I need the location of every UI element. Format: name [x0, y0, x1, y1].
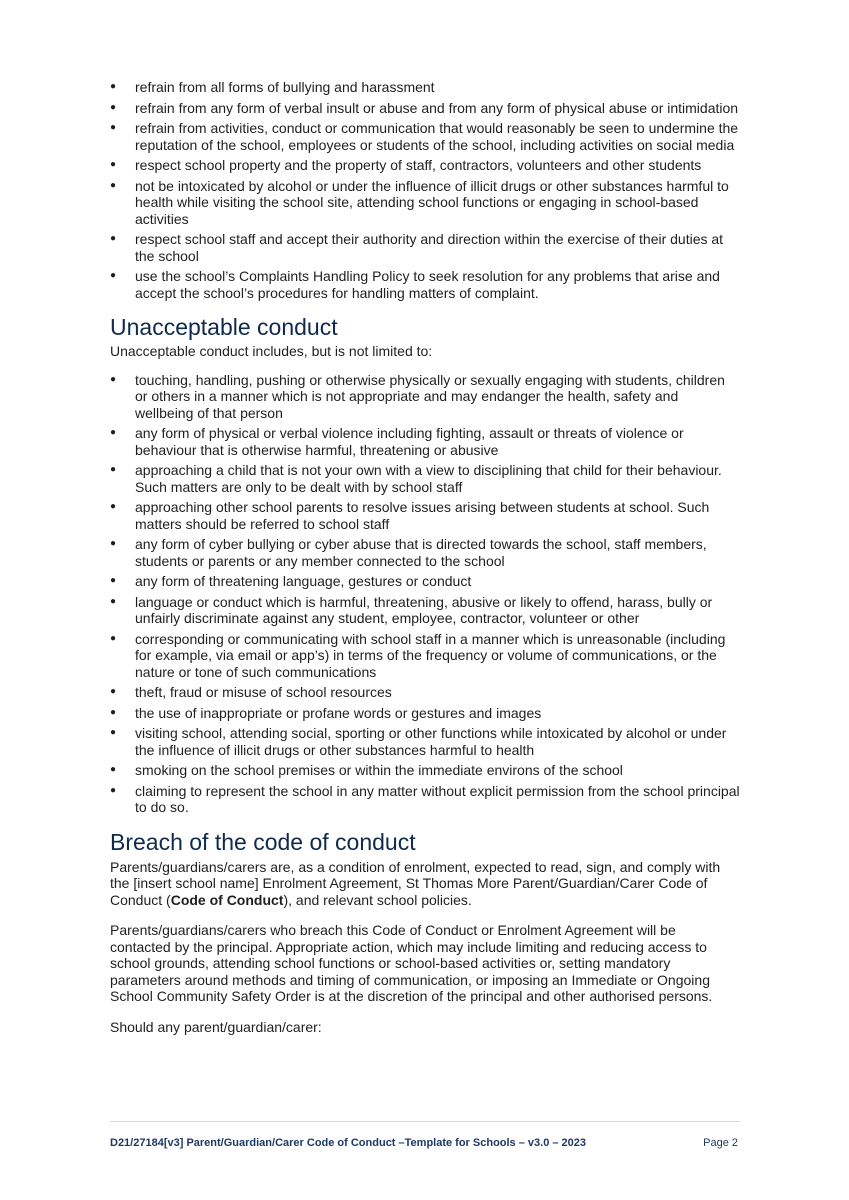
list-item: ● visiting school, attending social, sporting or other functions while intoxicated by alcohol or under the influence of illicit drugs or other substances harmful to health: [110, 725, 740, 758]
list-item: ● any form of cyber bullying or cyber abuse that is directed towards the school, staff members, students or parents or any member connected to the school: [110, 536, 740, 569]
list-item: ● theft, fraud or misuse of school resources: [110, 684, 740, 701]
footer-doc-reference: D21/27184[v3] Parent/Guardian/Carer Code of Conduct –Template for Schools – v3.0 – 2023: [110, 1137, 587, 1149]
page-footer: [110, 1137, 740, 1149]
page-number: Page 2: [703, 1137, 738, 1149]
breach-paragraph-2: Parents/guardians/carers who breach this Code of Conduct or Enrolment Agreement will be contacted by the principal. Appropriate action, which may include limiting and reducing access to school grounds, attending school functions or school-based activities or, setting mandatory parameters around methods and timing of communication, or imposing an Immediate or Ongoing School Community Safety Order is at the discretion of the principal and other authorised persons.: [110, 922, 713, 1004]
list-item: ● corresponding or communicating with school staff in a manner which is unreasonable (including for example, via email or app’s) in terms of the frequency or volume of communications, or the nature or tone of such communications: [110, 631, 740, 681]
list-item: ● refrain from activities, conduct or communication that would reasonably be seen to undermine the reputation of the school, employees or students of the school, including activities on social media: [110, 120, 740, 153]
breach-p1-tail: ), and relevant school policies.: [283, 891, 472, 908]
list-item: ● any form of threatening language, gestures or conduct: [110, 573, 740, 590]
document-body: [110, 79, 740, 1035]
unacceptable-bullet-list: [110, 372, 740, 816]
list-item: ● approaching a child that is not your own with a view to disciplining that child for their behaviour. Such matters are only to be dealt with by school staff: [110, 462, 740, 495]
breach-p1-bold: Code of Conduct: [170, 891, 284, 908]
list-item: ● respect school staff and accept their authority and direction within the exercise of their duties at the school: [110, 231, 740, 264]
list-item: ● smoking on the school premises or within the immediate environs of the school: [110, 762, 740, 779]
section-heading-breach: Breach of the code of conduct: [110, 828, 416, 855]
section-heading-unacceptable: Unacceptable conduct: [110, 314, 338, 340]
breach-paragraph-3: Should any parent/guardian/carer:: [110, 1018, 322, 1035]
list-item: ● not be intoxicated by alcohol or under the influence of illicit drugs or other substances harmful to health while visiting the school site, attending school functions or engaging in school-based activities: [110, 178, 740, 228]
list-item: ● any form of physical or verbal violence including fighting, assault or threats of violence or behaviour that is otherwise harmful, threatening or abusive: [110, 425, 740, 458]
list-item: ● approaching other school parents to resolve issues arising between students at school. Such matters should be referred to school staff: [110, 499, 740, 532]
list-item: ● claiming to represent the school in any matter without explicit permission from the school principal to do so.: [110, 783, 740, 816]
section-intro: Unacceptable conduct includes, but is not limited to:: [110, 343, 433, 359]
list-item: ● respect school property and the property of staff, contractors, volunteers and other students: [110, 157, 740, 174]
intro-bullet-list: [110, 79, 740, 301]
breach-p1-text: Parents/guardians/carers are, as a condition of enrolment, expected to read, sign, and comply with the [insert school name] Enrolment Agreement, St Thomas More Parent/Guardian/Carer Code of Conduct (: [110, 858, 721, 908]
breach-paragraph-1: [110, 859, 740, 909]
list-item: ● refrain from any form of verbal insult or abuse and from any form of physical abuse or intimidation: [110, 100, 740, 117]
list-item: ● use the school’s Complaints Handling Policy to seek resolution for any problems that arise and accept the school’s procedures for handling matters of complaint.: [110, 268, 740, 301]
list-item: ● refrain from all forms of bullying and harassment: [110, 79, 740, 96]
footer-divider: [110, 1121, 740, 1122]
list-item: ● touching, handling, pushing or otherwise physically or sexually engaging with students, children or others in a manner which is not appropriate and may endanger the health, safety and wellbeing of that person: [110, 372, 740, 422]
list-item: ● language or conduct which is harmful, threatening, abusive or likely to offend, harass, bully or unfairly discriminate against any student, employee, contractor, volunteer or other: [110, 594, 740, 627]
list-item: ● the use of inappropriate or profane words or gestures and images: [110, 705, 740, 722]
